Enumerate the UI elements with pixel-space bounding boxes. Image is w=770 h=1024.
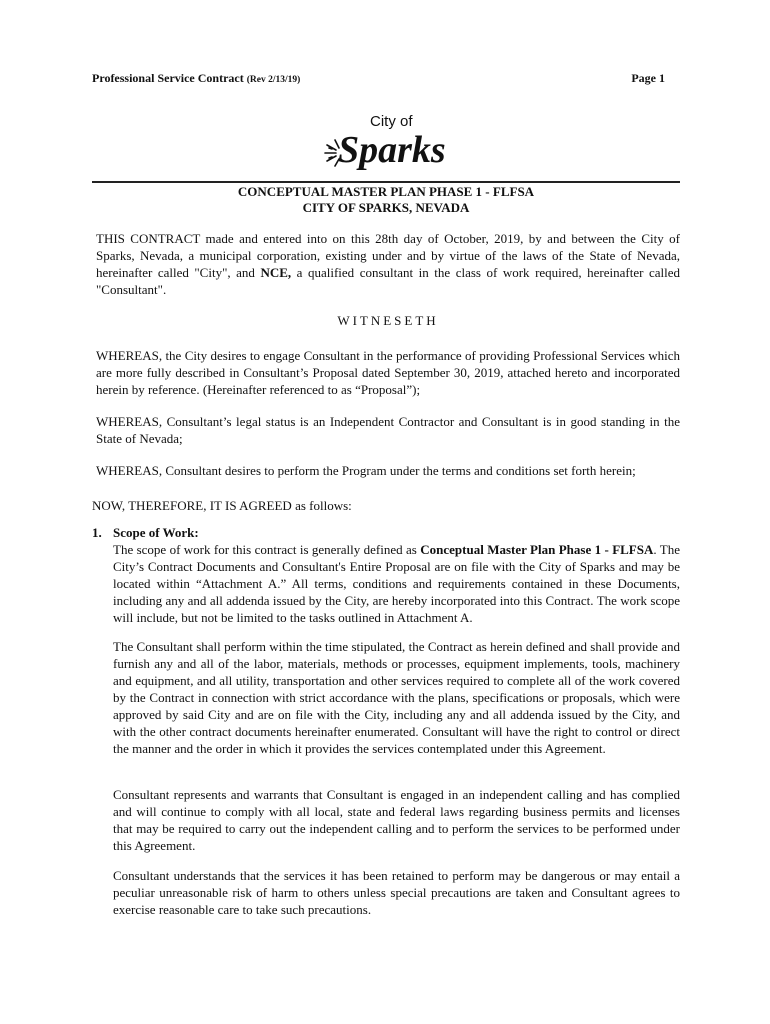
scope-paragraph-4: Consultant understands that the services it has been retained to perform may be dangerous or may entail a peculiar unreasonable risk of harm to others unless special precautions are taken and Consultant agrees to exercise reasonable care to take such precautions. [113, 868, 680, 917]
scope-paragraph-3: Consultant represents and warrants that Consultant is engaged in an independent calling and has complied and will continue to comply with all local, state and federal laws regarding business permits and licenses that may be required to carry out the independent calling and to perform the services to be performed under this Agreement. [113, 787, 680, 853]
whereas-paragraph-3: WHEREAS, Consultant desires to perform the Program under the terms and conditions set forth herein; [96, 463, 636, 478]
sparks-logo-icon [318, 104, 458, 174]
scope-text-2: . The City’s Contract Documents and Consultant's Entire Proposal are on file with the City of Sparks and may be located within “Attachment A.” All terms, conditions and requirements contained in these Documents, including any and all addenda issued by the City, are hereby incorporated into this Contract. The work scope will include, but not be limited to the tasks outlined in Attachment A. [113, 542, 680, 625]
agreed-statement: NOW, THEREFORE, IT IS AGREED as follows: [92, 498, 352, 513]
witnesseth-heading: WITNESETH [337, 313, 439, 328]
consultant-name: NCE, [260, 265, 292, 280]
contract-type: Professional Service Contract [92, 71, 244, 85]
revision-date: (Rev 2/13/19) [246, 75, 301, 85]
scope-paragraph-1 [113, 541, 680, 626]
document-title [92, 184, 680, 216]
document-title-line1: CONCEPTUAL MASTER PLAN PHASE 1 - FLFSA [237, 184, 535, 199]
page-number: Page 1 [631, 71, 665, 85]
city-of-sparks-logo [318, 104, 458, 174]
sunburst-icon [325, 140, 339, 166]
intro-text-1: THIS CONTRACT made and entered into on this 28th day of October, 2019, by and between the City of Sparks, Nevada, a municipal corporation, existing under and by virtue of the laws of the State of Nevada, hereinafter called "City", and [96, 231, 680, 280]
intro-text-2: a qualified consultant in the class of work required, hereinafter called "Consultant". [96, 265, 681, 297]
header-contract-title [92, 71, 300, 86]
section-number: 1. [92, 525, 102, 540]
document-title-line2: CITY OF SPARKS, NEVADA [302, 200, 470, 215]
scope-project-name: Conceptual Master Plan Phase 1 - FLFSA [420, 542, 654, 557]
intro-paragraph [96, 230, 680, 298]
scope-text-1: The scope of work for this contract is generally defined as [113, 542, 421, 557]
whereas-paragraph-1: WHEREAS, the City desires to engage Consultant in the performance of providing Professional Services which are more fully described in Consultant’s Proposal dated September 30, 2019, attached hereto and incorporated herein by reference. (Hereinafter referenced to as “Proposal”); [96, 348, 680, 397]
logo-sparks-text: Sparks [338, 129, 446, 171]
scope-paragraph-2: The Consultant shall perform within the time stipulated, the Contract as herein defined and shall provide and furnish any and all of the labor, materials, methods or processes, equipment implements, tools, machinery and equipment, and all utility, transportation and other services required to complete all of the work covered by the Contract in connection with strict accordance with the plans, specifications or proposals, which were approved by said City and are on file with the City, including any and all addenda issued by the City, and with the other contract documents hereinafter enumerated. Consultant will have the right to control or direct the manner and the order in which it provides the services contemplated under this Agreement. [113, 639, 680, 756]
whereas-paragraph-2: WHEREAS, Consultant’s legal status is an Independent Contractor and Consultant is in good standing in the State of Nevada; [96, 414, 680, 446]
header-divider [92, 181, 680, 183]
section-heading: Scope of Work: [113, 525, 199, 540]
logo-city-of-text: City of [370, 113, 413, 130]
